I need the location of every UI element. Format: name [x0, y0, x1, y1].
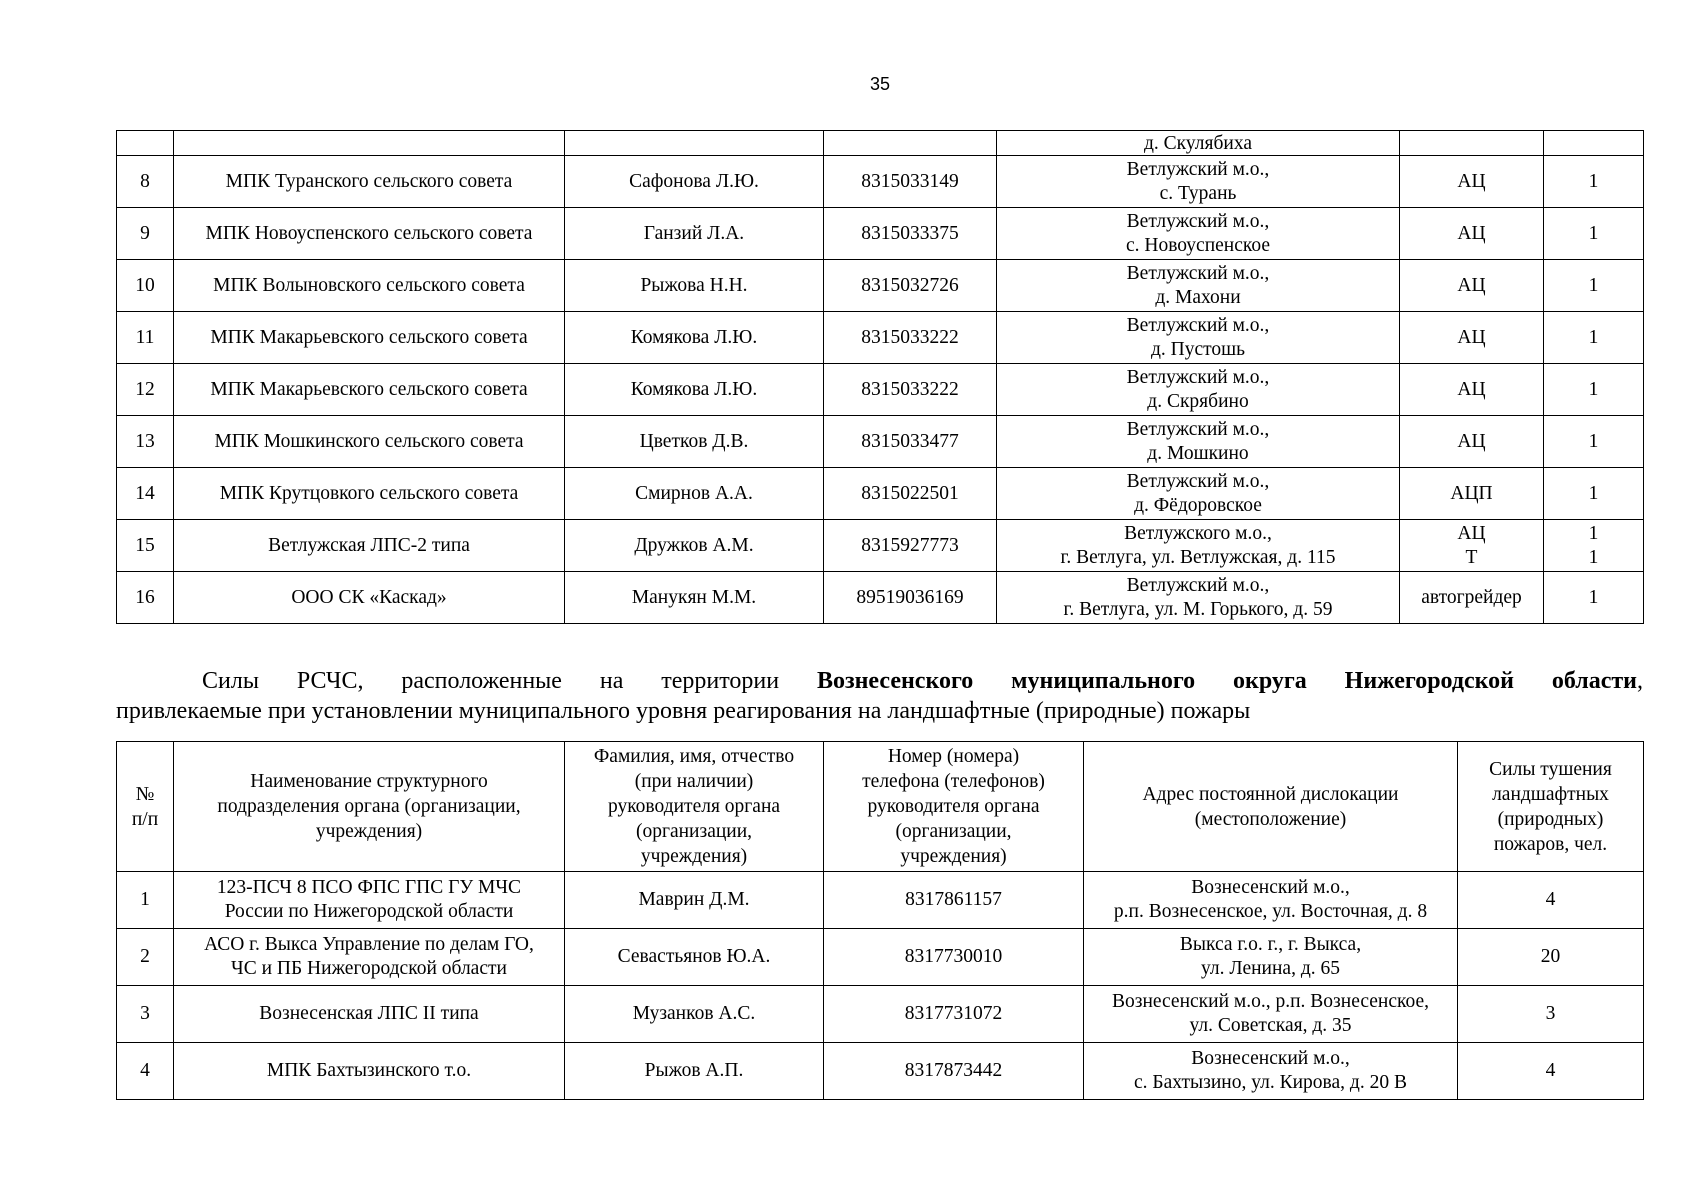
org-name: ООО СК «Каскад» [174, 572, 565, 624]
table-row [117, 156, 1644, 208]
table-row [117, 260, 1644, 312]
equipment: АЦ [1400, 312, 1544, 364]
address: Ветлужский м.о., с. Турань [997, 156, 1400, 208]
head-name: Сафонова Л.Ю. [565, 156, 824, 208]
org-name: МПК Макарьевского сельского совета [174, 364, 565, 416]
head-name: Рыжова Н.Н. [565, 260, 824, 312]
header-head: Фамилия, имя, отчество (при наличии) руководителя органа (организации, учреждения) [565, 742, 824, 872]
table-row [117, 520, 1644, 572]
head-name: Музанков А.С. [565, 986, 824, 1043]
row-number: 13 [117, 416, 174, 468]
phone: 8315032726 [824, 260, 997, 312]
table-row [117, 986, 1644, 1043]
forces-count: 20 [1458, 929, 1644, 986]
forces-count: 4 [1458, 872, 1644, 929]
header-phone: Номер (номера) телефона (телефонов) руководителя органа (организации, учреждения) [824, 742, 1084, 872]
heading-text: Силы РСЧС, расположенные на территории [202, 668, 817, 694]
address: Вознесенский м.о., р.п. Вознесенское, ул. Советская, д. 35 [1084, 986, 1458, 1043]
table-row [117, 364, 1644, 416]
address: Ветлужский м.о., д. Фёдоровское [997, 468, 1400, 520]
address: Вознесенский м.о., р.п. Вознесенское, ул. Восточная, д. 8 [1084, 872, 1458, 929]
row-number: 8 [117, 156, 174, 208]
row-number: 2 [117, 929, 174, 986]
address: Ветлужского м.о., г. Ветлуга, ул. Ветлужская, д. 115 [997, 520, 1400, 572]
row-number: 10 [117, 260, 174, 312]
phone: 8315022501 [824, 468, 997, 520]
address: Ветлужский м.о., д. Пустошь [997, 312, 1400, 364]
table-row [117, 208, 1644, 260]
heading-line-1 [116, 666, 1643, 696]
count: 1 [1544, 416, 1644, 468]
head-name: Ганзий Л.А. [565, 208, 824, 260]
heading-punct: , [1637, 668, 1643, 694]
phone: 8315927773 [824, 520, 997, 572]
count: 1 [1544, 156, 1644, 208]
head-name: Рыжов А.П. [565, 1043, 824, 1100]
org-name: 123-ПСЧ 8 ПСО ФПС ГПС ГУ МЧС России по Нижегородской области [174, 872, 565, 929]
table-row [117, 872, 1644, 929]
equipment: АЦ [1400, 208, 1544, 260]
forces-count: 3 [1458, 986, 1644, 1043]
equipment: АЦ [1400, 364, 1544, 416]
head-name: Комякова Л.Ю. [565, 364, 824, 416]
row-number: 4 [117, 1043, 174, 1100]
phone: 8315033222 [824, 312, 997, 364]
phone: 8315033477 [824, 416, 997, 468]
row-number: 14 [117, 468, 174, 520]
count: 1 [1544, 312, 1644, 364]
org-name: МПК Мошкинского сельского совета [174, 416, 565, 468]
page-number: 35 [869, 74, 891, 94]
equipment: автогрейдер [1400, 572, 1544, 624]
section-heading [116, 666, 1643, 726]
table-row [117, 416, 1644, 468]
header-forces: Силы тушения ландшафтных (природных) пожаров, чел. [1458, 742, 1644, 872]
phone: 8317861157 [824, 872, 1084, 929]
count: 1 [1544, 364, 1644, 416]
count: 1 [1544, 260, 1644, 312]
address: Ветлужский м.о., д. Мошкино [997, 416, 1400, 468]
table-row-continuation [117, 131, 1644, 156]
table-vetluga-forces [116, 130, 1644, 624]
address: Вознесенский м.о., с. Бахтызино, ул. Кирова, д. 20 В [1084, 1043, 1458, 1100]
head-name: Севастьянов Ю.А. [565, 929, 824, 986]
head-name: Дружков А.М. [565, 520, 824, 572]
address: Ветлужский м.о., д. Скрябино [997, 364, 1400, 416]
row-number: 15 [117, 520, 174, 572]
org-name: МПК Туранского сельского совета [174, 156, 565, 208]
forces-count: 4 [1458, 1043, 1644, 1100]
row-number: 3 [117, 986, 174, 1043]
table-body [117, 872, 1644, 1100]
row-number: 9 [117, 208, 174, 260]
heading-bold-text: Вознесенского муниципального округа Нижегородской области [816, 668, 1637, 694]
equipment: АЦП [1400, 468, 1544, 520]
header-address: Адрес постоянной дислокации (местоположение) [1084, 742, 1458, 872]
table-header-row [117, 742, 1644, 872]
org-name: МПК Бахтызинского т.о. [174, 1043, 565, 1100]
phone: 8317730010 [824, 929, 1084, 986]
count: 1 1 [1544, 520, 1644, 572]
phone: 8317873442 [824, 1043, 1084, 1100]
phone: 8315033149 [824, 156, 997, 208]
table-row [117, 1043, 1644, 1100]
phone: 89519036169 [824, 572, 997, 624]
table-row [117, 929, 1644, 986]
address-cell: д. Скулябиха [997, 131, 1400, 156]
org-name: МПК Новоуспенского сельского совета [174, 208, 565, 260]
address: Ветлужский м.о., г. Ветлуга, ул. М. Горького, д. 59 [997, 572, 1400, 624]
equipment: АЦ [1400, 416, 1544, 468]
address: Выкса г.о. г., г. Выкса, ул. Ленина, д. 65 [1084, 929, 1458, 986]
head-name: Манукян М.М. [565, 572, 824, 624]
count: 1 [1544, 572, 1644, 624]
org-name: МПК Макарьевского сельского совета [174, 312, 565, 364]
table-body [117, 131, 1644, 624]
row-number: 11 [117, 312, 174, 364]
table-row [117, 312, 1644, 364]
row-number: 1 [117, 872, 174, 929]
head-name: Комякова Л.Ю. [565, 312, 824, 364]
heading-line-2: привлекаемые при установлении муниципального уровня реагирования на ландшафтные (природные) пожары [116, 698, 1251, 724]
header-num: № п/п [117, 742, 174, 872]
equipment: АЦ Т [1400, 520, 1544, 572]
phone: 8317731072 [824, 986, 1084, 1043]
phone: 8315033375 [824, 208, 997, 260]
address: Ветлужский м.о., с. Новоуспенское [997, 208, 1400, 260]
address: Ветлужский м.о., д. Махони [997, 260, 1400, 312]
count: 1 [1544, 208, 1644, 260]
head-name: Смирнов А.А. [565, 468, 824, 520]
equipment: АЦ [1400, 156, 1544, 208]
org-name: Вознесенская ЛПС II типа [174, 986, 565, 1043]
equipment: АЦ [1400, 260, 1544, 312]
table-row [117, 572, 1644, 624]
table-voznesensk-forces [116, 741, 1644, 1100]
row-number: 12 [117, 364, 174, 416]
phone: 8315033222 [824, 364, 997, 416]
count: 1 [1544, 468, 1644, 520]
head-name: Цветков Д.В. [565, 416, 824, 468]
header-org: Наименование структурного подразделения органа (организации, учреждения) [174, 742, 565, 872]
org-name: Ветлужская ЛПС-2 типа [174, 520, 565, 572]
org-name: МПК Крутцовкого сельского совета [174, 468, 565, 520]
table-row [117, 468, 1644, 520]
org-name: АСО г. Выкса Управление по делам ГО, ЧС и ПБ Нижегородской области [174, 929, 565, 986]
head-name: Маврин Д.М. [565, 872, 824, 929]
org-name: МПК Волыновского сельского совета [174, 260, 565, 312]
row-number: 16 [117, 572, 174, 624]
